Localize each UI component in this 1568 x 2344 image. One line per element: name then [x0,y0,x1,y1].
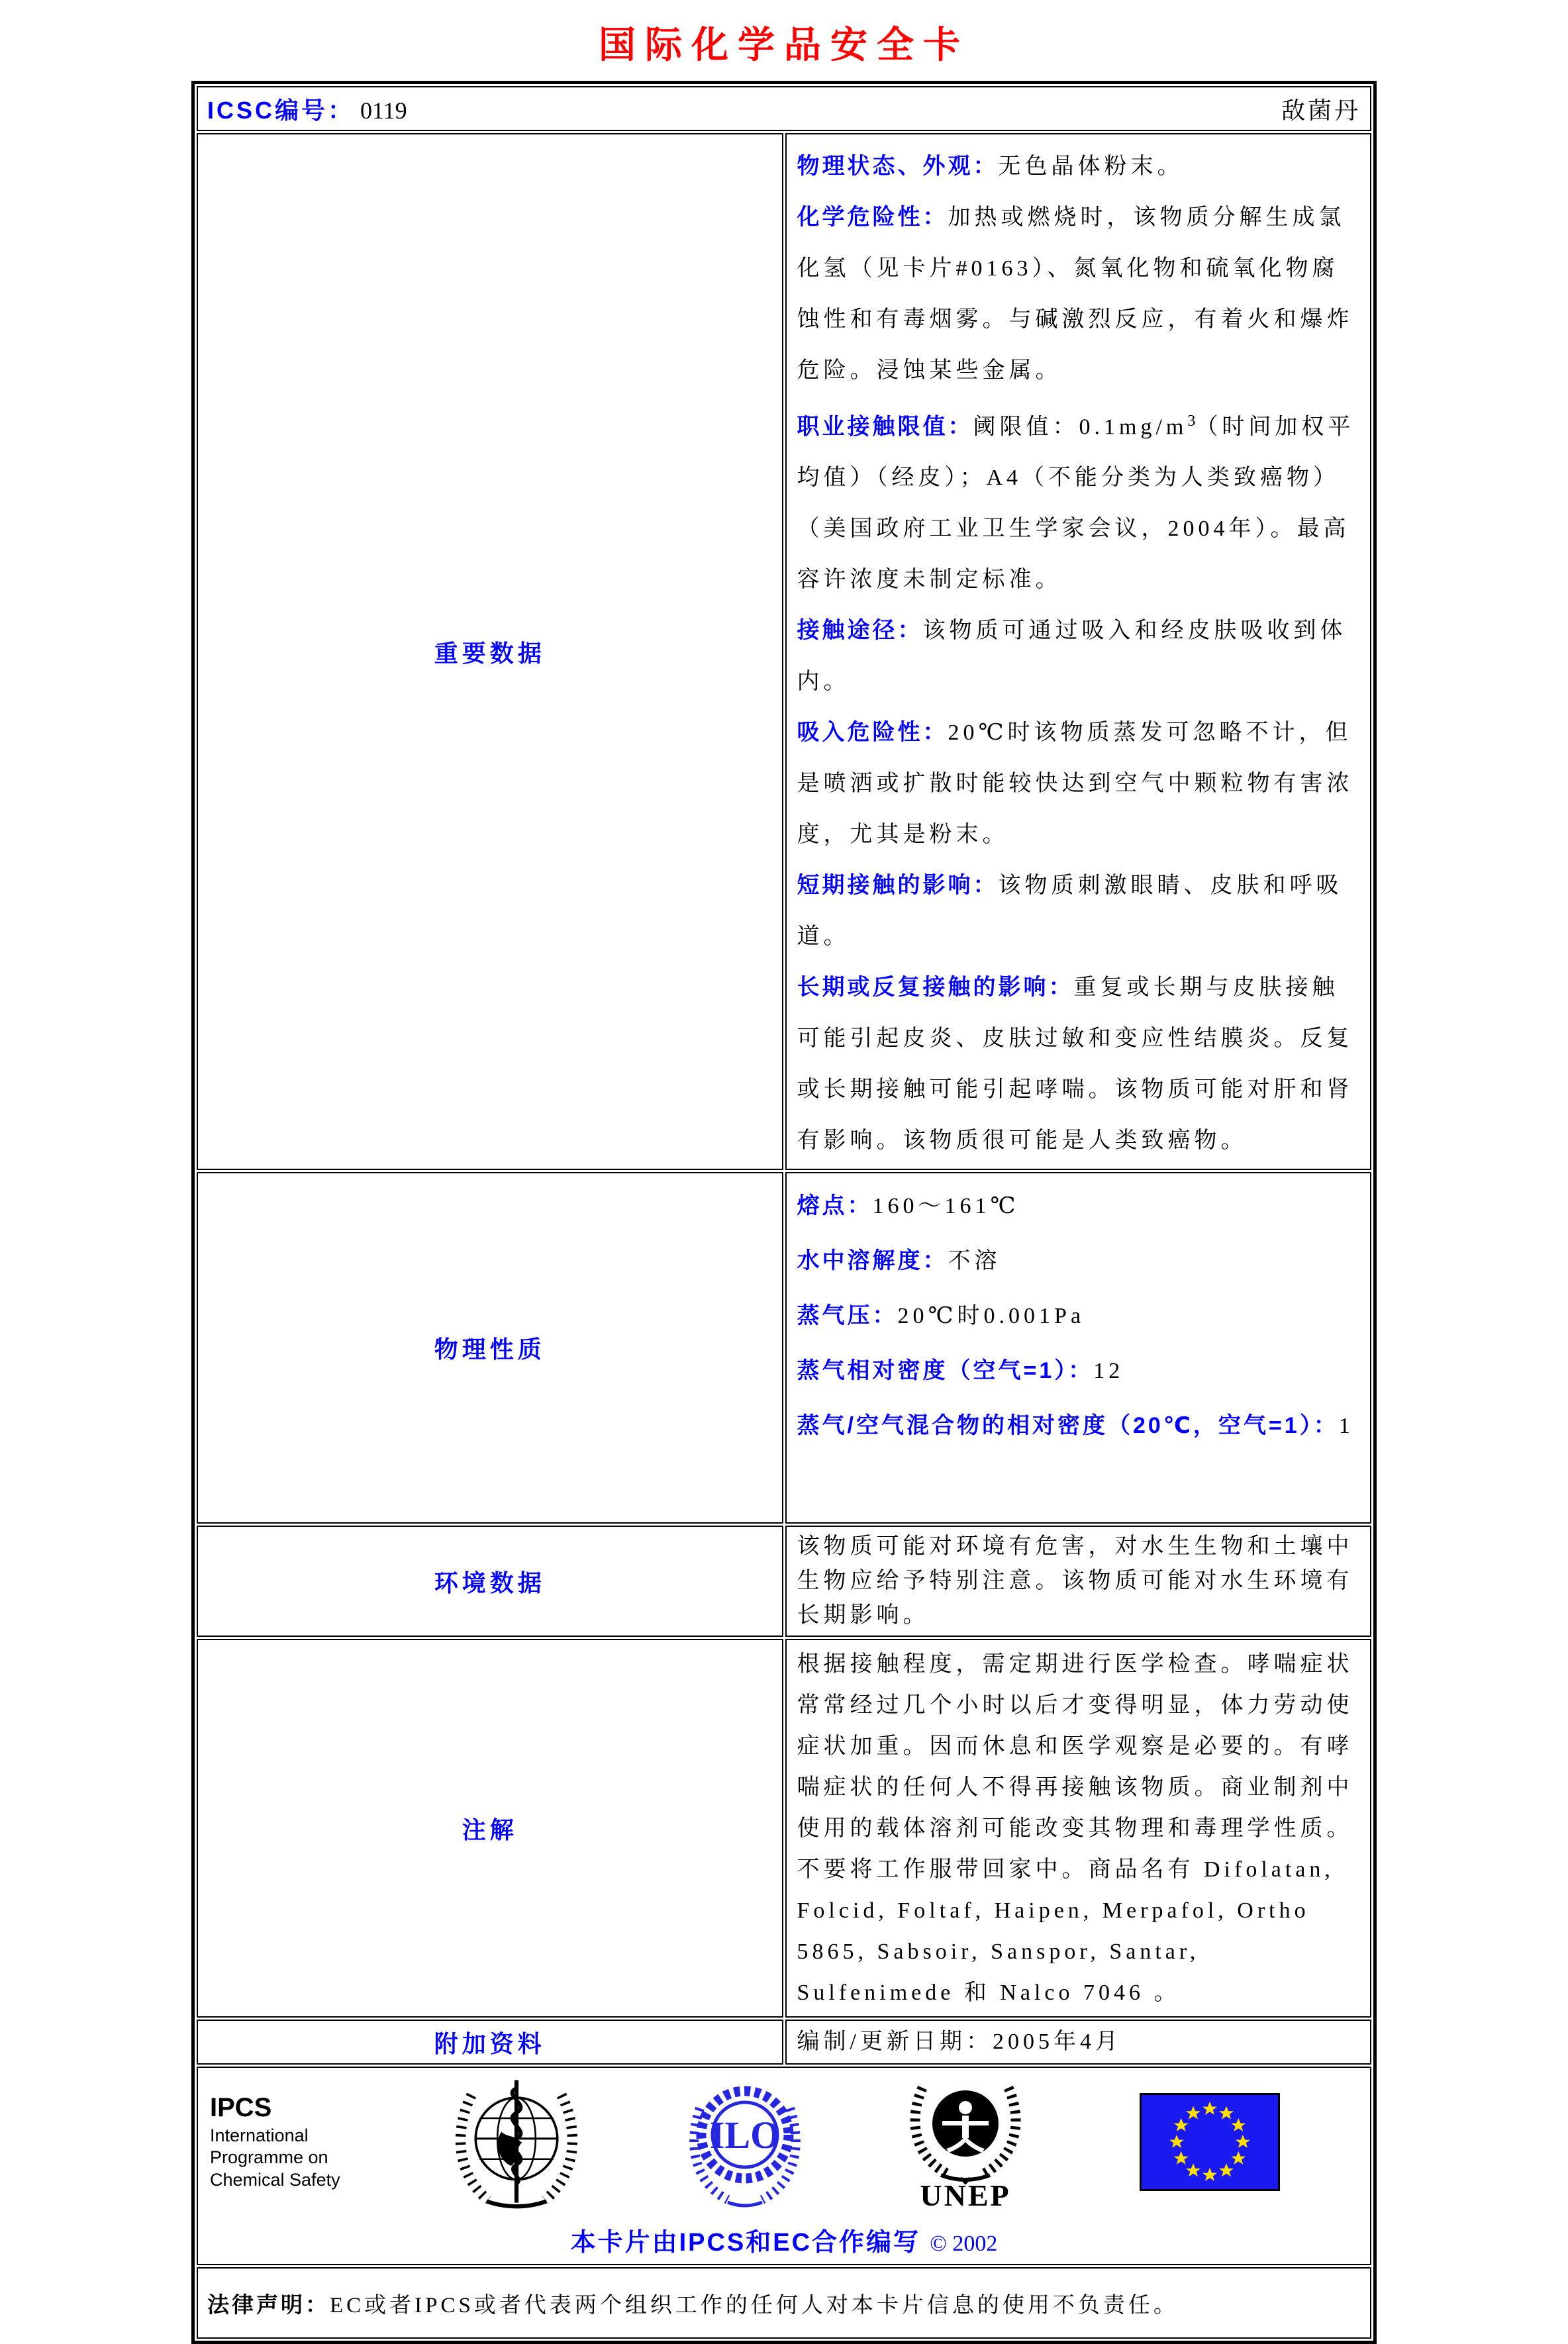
item-label: 接触途径： [797,618,923,644]
item-label: 蒸气/空气混合物的相对密度（20℃，空气=1）： [797,1413,1339,1439]
header-cell [197,86,1371,131]
icsc-card-table [191,81,1377,2344]
physical-item-vapor-density [797,1343,1360,1398]
physical-properties-row [197,1172,1371,1524]
item-text: 12 [1093,1359,1124,1384]
logos-row [205,2072,1363,2212]
notes-text: 根据接触程度，需定期进行医学检查。哮喘症状常常经过几个小时以后才变得明显，体力劳动使症状加重。因而休息和医学观察是必要的。有哮喘症状的任何人不得再接触该物质。商业制剂中使用的载体溶剂可能改变其物理和毒理学性质。不要将工作服带回家中。商品名有 Difolatan, Folcid, Foltaf, Haipen, Merpafol, Ortho 5865, Sabsoir, Sanspor, Santar, Sulfenimede 和 Nalco 7046 。 [797,1652,1353,2006]
chemical-name: 敌菌丹 [1281,97,1361,124]
ipcs-full-name: International Programme on Chemical Safety [210,2125,340,2190]
item-text-pre: 阈限值：0.1mg/m [973,415,1188,440]
eu-flag-icon [1140,2093,1280,2191]
item-label: 蒸气相对密度（空气=1）： [797,1358,1094,1384]
legal-label: 法律声明： [207,2292,330,2317]
footer-cell [197,2067,1371,2265]
ilo-logo-icon [680,2074,810,2210]
physical-item-water-solubility [797,1234,1360,1289]
important-item-short-term-effects [797,860,1360,962]
copyright-text: © 2002 [930,2231,998,2257]
item-text: 不溶 [948,1249,1001,1274]
credit-line [205,2222,1363,2258]
unep-label: UNEP [920,2178,1011,2213]
item-label: 职业接触限值： [797,414,973,440]
physical-properties-content [785,1172,1372,1524]
environment-text: 该物质可能对环境有危害，对水生生物和土壤中生物应给予特别注意。该物质可能对水生环境有长期影响。 [797,1534,1353,1628]
icsc-number-group [207,92,407,126]
ipcs-block [205,2093,387,2192]
item-text: 加热或燃烧时，该物质分解生成氯化氢（见卡片#0163）、氮氧化物和硫氧化物腐蚀性和有毒烟雾。与碱激烈反应，有着火和爆炸危险。浸蚀某些金属。 [797,205,1353,383]
important-data-content [785,133,1372,1170]
legal-cell [197,2267,1371,2339]
item-label: 长期或反复接触的影响： [797,975,1074,1001]
section-label-environment-data: 环境数据 [197,1526,783,1637]
item-text: 重复或长期与皮肤接触可能引起皮炎、皮肤过敏和变应性结膜炎。反复或长期接触可能引起哮喘。该物质可能对肝和肾有影响。该物质很可能是人类致癌物。 [797,975,1353,1153]
item-text: 无色晶体粉末。 [998,154,1184,179]
item-label: 化学危险性： [797,205,948,230]
section-label-notes: 注解 [197,1639,783,2018]
additional-info-content [785,2020,1372,2065]
item-text: 20℃时0.001Pa [897,1304,1085,1329]
important-data-row [197,133,1371,1170]
item-label: 吸入危险性： [797,720,948,746]
ipcs-acronym: IPCS [210,2092,272,2122]
item-text: 该物质可通过吸入和经皮肤吸收到体内。 [797,618,1347,695]
physical-item-vapor-air-density [797,1398,1360,1453]
item-text: 1 [1338,1414,1354,1439]
item-label: 短期接触的影响： [797,873,999,899]
legal-row [197,2267,1371,2339]
ilo-letters: ILO [709,2114,781,2157]
item-label: 熔点： [797,1193,873,1219]
additional-info-text: 编制/更新日期：2005年4月 [797,2029,1122,2055]
important-item-exposure-limit [797,396,1360,605]
section-label-additional-info: 附加资料 [197,2020,783,2065]
notes-row [197,1639,1371,2018]
item-text-post: （时间加权平均值）（经皮）；A4（不能分类为人类致癌物）（美国政府工业卫生学家会议，2004年）。最高容许浓度未制定标准。 [797,415,1355,593]
physical-item-melting-point [797,1179,1360,1234]
superscript-3: 3 [1187,413,1196,430]
icsc-number-label: ICSC编号： [207,96,355,124]
icsc-number-value: 0119 [360,97,407,124]
important-item-exposure-route [797,605,1360,707]
important-item-chemical-danger [797,192,1360,396]
additional-info-row [197,2020,1371,2065]
environment-data-row [197,1526,1371,1637]
item-text: 该物质刺激眼睛、皮肤和呼吸道。 [797,873,1343,950]
item-text: 20℃时该物质蒸发可忽略不计，但是喷洒或扩散时能较快达到空气中颗粒物有害浓度，尤其是粉末。 [797,720,1353,848]
footer-logos-row [197,2067,1371,2265]
page-title: 国际化学品安全卡 [599,24,969,66]
important-item-long-term-effects [797,962,1360,1166]
notes-content [785,1639,1372,2018]
section-label-physical-properties: 物理性质 [197,1172,783,1524]
item-text: 160～161℃ [872,1194,1020,1219]
physical-item-vapor-pressure [797,1289,1360,1343]
unep-logo-icon [903,2073,1028,2211]
icsc-card [191,16,1377,2344]
legal-text: EC或者IPCS或者代表两个组织工作的任何人对本卡片信息的使用不负责任。 [330,2293,1179,2318]
important-item-physical-state [797,141,1360,192]
important-item-inhalation-risk [797,707,1360,860]
item-label: 物理状态、外观： [797,154,999,179]
environment-data-content [785,1526,1372,1637]
item-label: 水中溶解度： [797,1248,948,1274]
item-label: 蒸气压： [797,1303,898,1329]
who-logo-icon [448,2072,585,2212]
credit-text: 本卡片由IPCS和EC合作编写 [570,2229,921,2257]
section-label-important-data: 重要数据 [197,133,783,1170]
header-row [197,86,1371,131]
